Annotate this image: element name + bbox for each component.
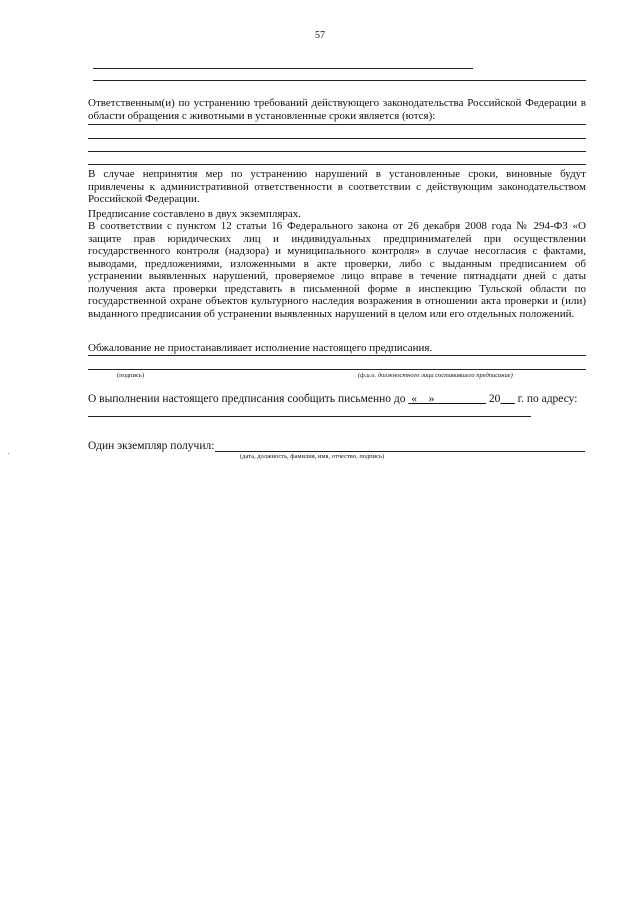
report-date-day: « » [411, 393, 435, 405]
report-prefix: О выполнении настоящего предписания сообщить письменно до [88, 393, 406, 405]
scan-speck [8, 453, 9, 454]
receipt-line [215, 451, 585, 452]
blank-line [93, 80, 586, 81]
consequences-paragraph: В случае непринятия мер по устранению нарушений в установленные сроки, виновные будут привлечены к административной ответственности в соответствии с действующим законодательством Российской Федерации. [88, 168, 586, 206]
page-number: 57 [315, 30, 325, 41]
signature-caption: (подпись) [117, 372, 144, 379]
blank-line [93, 68, 473, 69]
copies-statement: Предписание составлено в двух экземплярах. [88, 208, 302, 220]
report-year-prefix: 20 [488, 393, 501, 405]
responsible-underline [88, 124, 586, 125]
blank-line [88, 164, 586, 165]
appeal-rights-paragraph: В соответствии с пунктом 12 статьи 16 Федерального закона от 26 декабря 2008 года № 294-ФЗ «О защите прав юридических лиц и индивидуальных предпринимателей при осуществлении государственного контроля (надзора) и муниципального контроля» в случае несогласия с фактами, выводами, предложениями, изложенными в акте проверки, либо с выданным предписанием об устранении выявленных нарушений, проверяемое лицо вправе в течение пятнадцати дней с даты получения акта проверки представить в письменной форме в инспекцию Тульской области по государственной охране объектов культурного наследия возражения в отношении акта проверки и (или) выданного предписания об устранении выявленных нарушений в целом или его отдельных положений. [88, 220, 586, 320]
blank-line [88, 151, 586, 152]
appeal-note: Обжалование не приостанавливает исполнение настоящего предписания. [88, 342, 433, 354]
receipt-caption: (дата, должность, фамилия, имя, отчество, подпись) [240, 453, 385, 460]
report-suffix: г. по адресу: [517, 393, 578, 405]
signature-line [88, 369, 586, 370]
official-name-caption: (ф.и.о. должностного лица составившего предписание) [358, 372, 513, 379]
report-year-blank [500, 393, 514, 405]
appeal-note-underline [88, 355, 586, 356]
report-line [88, 393, 577, 405]
blank-line [88, 138, 586, 139]
responsible-paragraph: Ответственным(и) по устранению требований действующего законодательства Российской Федерации в области обращения с животными в установленные сроки является (ются): [88, 97, 586, 122]
receipt-label: Один экземпляр получил: [88, 440, 215, 452]
report-date-month [437, 393, 486, 405]
address-line [88, 416, 531, 417]
